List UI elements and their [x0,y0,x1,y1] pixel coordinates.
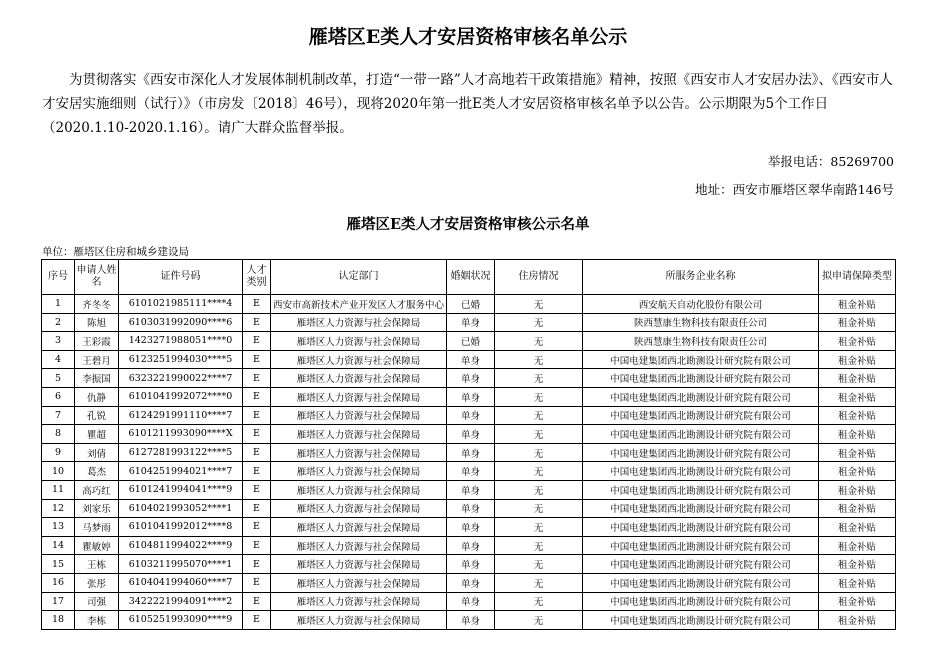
cell-employer: 陕西慧康生物科技有限责任公司 [583,313,819,332]
cell-certifying-dept: 雁塔区人力资源与社会保障局 [271,369,447,388]
header-talent-category: 人才类别 [243,260,271,295]
cell-id-number: 6105251993090****9 [119,611,243,630]
cell-housing: 无 [495,480,583,499]
cell-seq: 7 [42,406,75,425]
cell-certifying-dept: 雁塔区人力资源与社会保障局 [271,462,447,481]
cell-id-number: 6101041992072****0 [119,387,243,406]
cell-name: 李栋 [75,611,119,630]
cell-employer: 中国电建集团西北勘测设计研究院有限公司 [583,592,819,611]
cell-name: 张彤 [75,573,119,592]
cell-id-number: 6101041992012****8 [119,518,243,537]
cell-marital-status: 单身 [447,443,495,462]
cell-talent-category: E [243,332,271,351]
cell-seq: 16 [42,573,75,592]
table-row [42,332,896,351]
cell-housing: 无 [495,387,583,406]
cell-housing: 无 [495,295,583,314]
cell-support-type: 租金补贴 [819,425,896,444]
cell-name: 李振国 [75,369,119,388]
cell-marital-status: 已婚 [447,332,495,351]
cell-support-type: 租金补贴 [819,332,896,351]
cell-certifying-dept: 雁塔区人力资源与社会保障局 [271,387,447,406]
cell-marital-status: 单身 [447,480,495,499]
cell-employer: 中国电建集团西北勘测设计研究院有限公司 [583,480,819,499]
cell-seq: 15 [42,555,75,574]
cell-certifying-dept: 雁塔区人力资源与社会保障局 [271,555,447,574]
cell-marital-status: 单身 [447,350,495,369]
cell-name: 高巧红 [75,480,119,499]
cell-name: 王碧月 [75,350,119,369]
cell-marital-status: 单身 [447,499,495,518]
cell-support-type: 租金补贴 [819,350,896,369]
cell-support-type: 租金补贴 [819,313,896,332]
cell-seq: 6 [42,387,75,406]
list-subtitle: 雁塔区E类人才安居资格审核公示名单 [346,216,590,233]
table-row [42,555,896,574]
header-marital-status: 婚姻状况 [447,260,495,295]
cell-talent-category: E [243,387,271,406]
cell-support-type: 租金补贴 [819,462,896,481]
cell-housing: 无 [495,406,583,425]
table-header-row [42,260,896,295]
table-row [42,573,896,592]
header-employer: 所服务企业名称 [583,260,819,295]
cell-id-number: 6104041994060****7 [119,573,243,592]
cell-housing: 无 [495,573,583,592]
cell-name: 陈旭 [75,313,119,332]
cell-talent-category: E [243,499,271,518]
cell-housing: 无 [495,313,583,332]
table-row [42,499,896,518]
cell-marital-status: 单身 [447,518,495,537]
cell-talent-category: E [243,536,271,555]
cell-seq: 11 [42,480,75,499]
cell-seq: 3 [42,332,75,351]
cell-employer: 中国电建集团西北勘测设计研究院有限公司 [583,406,819,425]
cell-talent-category: E [243,611,271,630]
cell-talent-category: E [243,462,271,481]
cell-employer: 中国电建集团西北勘测设计研究院有限公司 [583,536,819,555]
cell-id-number: 1423271988051****0 [119,332,243,351]
cell-id-number: 6124291991110****7 [119,406,243,425]
cell-marital-status: 单身 [447,462,495,481]
table-row [42,295,896,314]
cell-support-type: 租金补贴 [819,555,896,574]
cell-employer: 中国电建集团西北勘测设计研究院有限公司 [583,462,819,481]
cell-certifying-dept: 雁塔区人力资源与社会保障局 [271,332,447,351]
header-support-type: 拟申请保障类型 [819,260,896,295]
table-row [42,518,896,537]
cell-housing: 无 [495,350,583,369]
cell-id-number: 6127281993122****5 [119,443,243,462]
cell-certifying-dept: 雁塔区人力资源与社会保障局 [271,573,447,592]
cell-id-number: 6101241994041****9 [119,480,243,499]
cell-support-type: 租金补贴 [819,406,896,425]
cell-seq: 18 [42,611,75,630]
cell-talent-category: E [243,295,271,314]
address: 地址：西安市雁塔区翠华南路146号 [695,182,894,197]
cell-marital-status: 单身 [447,313,495,332]
cell-name: 孔锐 [75,406,119,425]
cell-id-number: 6101211993090****X [119,425,243,444]
cell-support-type: 租金补贴 [819,295,896,314]
cell-certifying-dept: 雁塔区人力资源与社会保障局 [271,443,447,462]
cell-certifying-dept: 雁塔区人力资源与社会保障局 [271,592,447,611]
cell-housing: 无 [495,425,583,444]
cell-support-type: 租金补贴 [819,573,896,592]
cell-housing: 无 [495,499,583,518]
cell-talent-category: E [243,425,271,444]
cell-id-number: 6123251994030****5 [119,350,243,369]
table-row [42,592,896,611]
intro-paragraph: 为贯彻落实《西安市深化人才发展体制机制改革，打造“一带一路”人才高地若干政策措施》精神，按照《西安市人才安居办法》、《西安市人才安居实施细则（试行）》（市房发〔2018〕46号），现将2020年第一批E类人才安居资格审核名单予以公告。公示期限为5个工作日（2020.1.10-2020.1.16）。请广大群众监督举报。 [42,72,893,136]
cell-support-type: 租金补贴 [819,518,896,537]
cell-name: 刘家乐 [75,499,119,518]
cell-marital-status: 单身 [447,592,495,611]
cell-housing: 无 [495,611,583,630]
cell-certifying-dept: 雁塔区人力资源与社会保障局 [271,518,447,537]
cell-employer: 中国电建集团西北勘测设计研究院有限公司 [583,573,819,592]
cell-support-type: 租金补贴 [819,443,896,462]
table-row [42,611,896,630]
cell-employer: 中国电建集团西北勘测设计研究院有限公司 [583,425,819,444]
header-seq: 序号 [42,260,75,295]
header-id-number: 证件号码 [119,260,243,295]
cell-name: 葛杰 [75,462,119,481]
cell-marital-status: 单身 [447,611,495,630]
cell-seq: 1 [42,295,75,314]
cell-employer: 中国电建集团西北勘测设计研究院有限公司 [583,611,819,630]
cell-employer: 中国电建集团西北勘测设计研究院有限公司 [583,350,819,369]
table-row [42,443,896,462]
document-title: 雁塔区E类人才安居资格审核名单公示 [308,26,628,48]
cell-talent-category: E [243,443,271,462]
cell-talent-category: E [243,555,271,574]
cell-name: 仇静 [75,387,119,406]
table-row [42,536,896,555]
cell-id-number: 3422221994091****2 [119,592,243,611]
cell-housing: 无 [495,592,583,611]
cell-certifying-dept: 雁塔区人力资源与社会保障局 [271,611,447,630]
cell-talent-category: E [243,406,271,425]
cell-certifying-dept: 雁塔区人力资源与社会保障局 [271,350,447,369]
cell-seq: 10 [42,462,75,481]
cell-housing: 无 [495,332,583,351]
cell-housing: 无 [495,555,583,574]
cell-certifying-dept: 西安市高新技术产业开发区人才服务中心 [271,295,447,314]
cell-seq: 9 [42,443,75,462]
cell-name: 瞿超 [75,425,119,444]
cell-employer: 中国电建集团西北勘测设计研究院有限公司 [583,369,819,388]
cell-seq: 8 [42,425,75,444]
cell-seq: 5 [42,369,75,388]
header-name: 申请人姓名 [75,260,119,295]
cell-certifying-dept: 雁塔区人力资源与社会保障局 [271,499,447,518]
cell-name: 王栋 [75,555,119,574]
cell-employer: 中国电建集团西北勘测设计研究院有限公司 [583,443,819,462]
cell-id-number: 6101021985111****4 [119,295,243,314]
cell-housing: 无 [495,443,583,462]
applicant-table [41,259,896,630]
cell-support-type: 租金补贴 [819,592,896,611]
cell-talent-category: E [243,369,271,388]
cell-id-number: 6103031992090****6 [119,313,243,332]
cell-certifying-dept: 雁塔区人力资源与社会保障局 [271,536,447,555]
table-row [42,313,896,332]
cell-employer: 陕西慧康生物科技有限责任公司 [583,332,819,351]
header-certifying-dept: 认定部门 [271,260,447,295]
cell-id-number: 6104811994022****9 [119,536,243,555]
cell-certifying-dept: 雁塔区人力资源与社会保障局 [271,406,447,425]
header-housing: 住房情况 [495,260,583,295]
cell-certifying-dept: 雁塔区人力资源与社会保障局 [271,425,447,444]
cell-marital-status: 已婚 [447,295,495,314]
cell-talent-category: E [243,592,271,611]
cell-talent-category: E [243,313,271,332]
cell-support-type: 租金补贴 [819,536,896,555]
cell-marital-status: 单身 [447,387,495,406]
cell-support-type: 租金补贴 [819,611,896,630]
cell-employer: 中国电建集团西北勘测设计研究院有限公司 [583,387,819,406]
report-phone: 举报电话：85269700 [767,154,894,169]
cell-name: 司强 [75,592,119,611]
cell-talent-category: E [243,480,271,499]
cell-marital-status: 单身 [447,555,495,574]
cell-seq: 14 [42,536,75,555]
cell-marital-status: 单身 [447,425,495,444]
cell-seq: 2 [42,313,75,332]
cell-id-number: 6103211995070****1 [119,555,243,574]
table-row [42,406,896,425]
cell-support-type: 租金补贴 [819,480,896,499]
cell-marital-status: 单身 [447,536,495,555]
cell-support-type: 租金补贴 [819,499,896,518]
cell-id-number: 6104251994021****7 [119,462,243,481]
cell-employer: 中国电建集团西北勘测设计研究院有限公司 [583,518,819,537]
table-row [42,462,896,481]
cell-housing: 无 [495,518,583,537]
cell-housing: 无 [495,536,583,555]
cell-housing: 无 [495,369,583,388]
cell-certifying-dept: 雁塔区人力资源与社会保障局 [271,480,447,499]
cell-name: 齐冬冬 [75,295,119,314]
cell-seq: 17 [42,592,75,611]
cell-name: 瞿敏婷 [75,536,119,555]
cell-name: 刘倩 [75,443,119,462]
cell-employer: 中国电建集团西北勘测设计研究院有限公司 [583,555,819,574]
table-row [42,425,896,444]
cell-id-number: 6104021993052****1 [119,499,243,518]
cell-talent-category: E [243,518,271,537]
cell-talent-category: E [243,350,271,369]
cell-seq: 12 [42,499,75,518]
table-row [42,480,896,499]
table-row [42,387,896,406]
table-row [42,350,896,369]
cell-employer: 西安航天自动化股份有限公司 [583,295,819,314]
cell-support-type: 租金补贴 [819,369,896,388]
cell-name: 王彩霞 [75,332,119,351]
cell-support-type: 租金补贴 [819,387,896,406]
cell-seq: 13 [42,518,75,537]
issuing-unit: 单位：雁塔区住房和城乡建设局 [42,246,189,258]
cell-marital-status: 单身 [447,369,495,388]
cell-housing: 无 [495,462,583,481]
cell-certifying-dept: 雁塔区人力资源与社会保障局 [271,313,447,332]
cell-id-number: 6323221990022****7 [119,369,243,388]
table-row [42,369,896,388]
cell-talent-category: E [243,573,271,592]
cell-seq: 4 [42,350,75,369]
cell-employer: 中国电建集团西北勘测设计研究院有限公司 [583,499,819,518]
cell-marital-status: 单身 [447,406,495,425]
cell-marital-status: 单身 [447,573,495,592]
cell-name: 马梦雨 [75,518,119,537]
